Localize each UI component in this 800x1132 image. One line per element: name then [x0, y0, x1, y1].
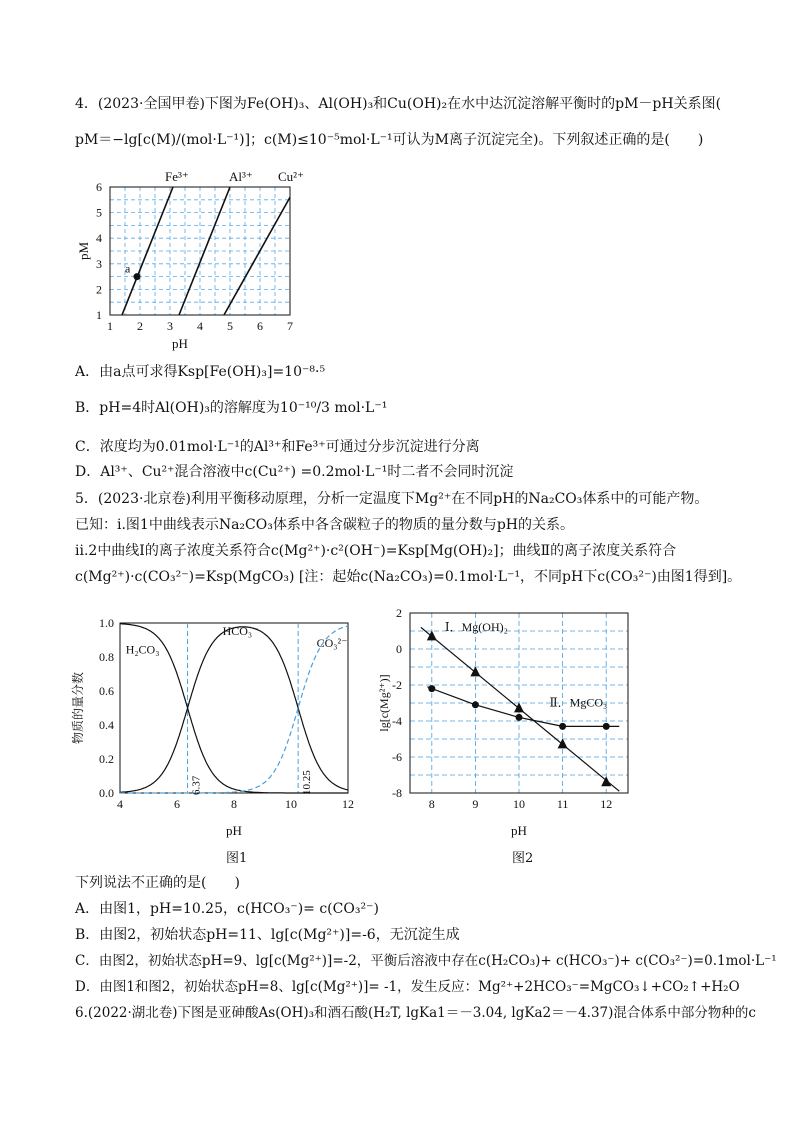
y-axis-label: lg[c(Mg²⁺)] — [377, 674, 391, 732]
y-tick-label: 5 — [96, 205, 102, 220]
q4-option-d: D．Al³⁺、Cu²⁺混合溶液中c(Cu²⁺) =0.2mol·L⁻¹时二者不会同时沉淀 — [75, 464, 514, 480]
x-tick-label: 9 — [472, 797, 479, 811]
y-tick-label: -8 — [392, 786, 402, 800]
x-tick-label: 10 — [285, 797, 297, 811]
series-label: CO₃²⁻ — [316, 635, 348, 650]
x-tick-label: 7 — [287, 319, 293, 333]
q4-stem-line1: 4．(2023·全国甲卷)下图为Fe(OH)₃、Al(OH)₃和Cu(OH)₂在水中达沉淀溶解平衡时的pM－pH关系图( — [75, 96, 722, 112]
y-tick-label: 0.2 — [99, 752, 114, 766]
x-tick-label: 4 — [197, 319, 203, 333]
series-line — [122, 187, 173, 315]
y-tick-label: 0.0 — [99, 786, 114, 800]
series-label: Al³⁺ — [229, 169, 253, 184]
y-tick-label: 2 — [96, 282, 102, 297]
q5-fig1-caption: 图1 — [226, 851, 248, 866]
y-tick-label: 0.6 — [99, 684, 114, 698]
x-tick-label: 12 — [600, 797, 613, 811]
q5-known-2: ii.2中曲线Ⅰ的离子浓度关系符合c(Mg²⁺)·c²(OH⁻)=Ksp[Mg(OH)₂]；曲线Ⅱ的离子浓度关系符合 — [75, 543, 677, 559]
series-label: Cu²⁺ — [278, 169, 304, 184]
q5-fig1-fraction-chart — [70, 605, 370, 840]
circle-marker — [472, 701, 479, 708]
y-tick-label: 0 — [396, 642, 402, 656]
q5-known-3: c(Mg²⁺)·c(CO₃²⁻)=Ksp(MgCO₃) [注：起始c(Na₂CO₃)=0.1mol·L⁻¹，不同pH下c(CO₃²⁻)由图1得到]。 — [75, 569, 742, 585]
triangle-marker — [427, 630, 437, 640]
y-axis-label: pM — [76, 241, 91, 261]
x-tick-label: 10 — [513, 797, 525, 811]
series-label: Fe³⁺ — [165, 169, 189, 184]
y-axis-label: 物质的量分数 — [71, 671, 85, 745]
x-axis-label: pH — [511, 823, 527, 838]
point-a-label: a — [125, 261, 131, 276]
y-tick-label: -2 — [392, 678, 402, 692]
q4-stem-line2: pM＝−lg[c(M)/(mol·L⁻¹)]；c(M)≤10⁻⁵mol·L⁻¹可认为M离子沉淀完全)。下列叙述正确的是( ) — [75, 132, 704, 148]
triangle-marker — [514, 702, 524, 712]
q4-option-c: C．浓度均为0.01mol·L⁻¹的Al³⁺和Fe³⁺可通过分步沉淀进行分离 — [75, 439, 480, 455]
y-tick-label: 3 — [96, 256, 102, 271]
x-tick-label: 4 — [117, 797, 123, 811]
q5-fig2-lgmg-chart — [370, 605, 650, 840]
y-tick-label: 0.8 — [99, 650, 114, 664]
y-tick-label: -4 — [392, 714, 402, 728]
x-tick-label: 6 — [174, 797, 180, 811]
series-label: H₂CO₃ — [125, 642, 160, 657]
triangle-marker — [470, 666, 480, 676]
circle-marker — [559, 723, 566, 730]
x-tick-label: 8 — [428, 797, 435, 811]
series-label: HCO₃⁻ — [222, 623, 259, 638]
y-tick-label: -6 — [392, 750, 402, 764]
q5-known-1: 已知：i.图1中曲线表示Na₂CO₃体系中各含碳粒子的物质的量分数与pH的关系。 — [75, 517, 575, 533]
q4-option-b: B．pH=4时Al(OH)₃的溶解度为10⁻¹⁰/3 mol·L⁻¹ — [75, 400, 388, 416]
x-tick-label: 11 — [556, 797, 569, 811]
q5-stem: 5．(2023·北京卷)利用平衡移动原理，分析一定温度下Mg²⁺在不同pH的Na₂CO₃体系中的可能产物。 — [75, 491, 709, 507]
circle-marker — [428, 685, 435, 692]
circle-marker — [603, 723, 610, 730]
q5-fig2-caption: 图2 — [512, 851, 534, 866]
q5-option-a: A．由图1，pH=10.25，c(HCO₃⁻)= c(CO₃²⁻) — [75, 901, 379, 917]
y-tick-label: 2 — [396, 606, 402, 620]
y-tick-label: 1.0 — [99, 616, 114, 630]
y-tick-label: 1 — [96, 308, 102, 322]
x-tick-label: 12 — [342, 797, 354, 811]
x-tick-label: 6 — [257, 319, 263, 333]
q5-option-c: C．由图2，初始状态pH=9、lg[c(Mg²⁺)]=-2，平衡后溶液中存在c(H₂CO₃)+ c(HCO₃⁻)+ c(CO₃²⁻)=0.1mol·L⁻¹ — [75, 953, 777, 969]
y-tick-label: 4 — [96, 231, 102, 246]
circle-marker — [516, 714, 523, 721]
y-tick-label: 6 — [96, 180, 102, 194]
pka2-label: 10.25 — [301, 770, 314, 795]
q5-question: 下列说法不正确的是( ) — [75, 875, 240, 891]
point-a-marker — [134, 273, 141, 280]
q6-stem: 6.(2022·湖北卷)下图是亚砷酸As(OH)₃和酒石酸(H₂T, lgKa1＝－3.04, lgKa2＝－4.37)混合体系中部分物种的c — [75, 1005, 756, 1021]
x-tick-label: 1 — [107, 319, 113, 333]
x-tick-label: 5 — [227, 319, 233, 333]
x-tick-label: 2 — [137, 319, 143, 333]
x-tick-label: 3 — [167, 319, 173, 333]
y-tick-label: 0.4 — [99, 718, 114, 732]
triangle-marker — [558, 738, 568, 748]
pka1-label: 6.37 — [190, 775, 203, 795]
q5-option-b: B．由图2，初始状态pH=11、lg[c(Mg²⁺)]=-6，无沉淀生成 — [75, 927, 460, 943]
x-axis-label: pH — [226, 823, 242, 838]
x-tick-label: 8 — [231, 797, 237, 811]
q5-option-d: D．由图1和图2，初始状态pH=8、lg[c(Mg²⁺)]= -1，发生反应：Mg²⁺+2HCO₃⁻=MgCO₃↓+CO₂↑+H₂O — [75, 979, 740, 995]
series-label: Ⅱ．MgCO₃ — [549, 695, 608, 710]
q4-pm-ph-chart — [70, 165, 310, 355]
q4-option-a: A．由a点可求得Ksp[Fe(OH)₃]=10⁻⁸·⁵ — [75, 364, 326, 380]
series-line — [224, 197, 290, 315]
x-axis-label: pH — [172, 336, 188, 351]
series-label: Ⅰ．Mg(OH)₂ — [444, 620, 508, 634]
